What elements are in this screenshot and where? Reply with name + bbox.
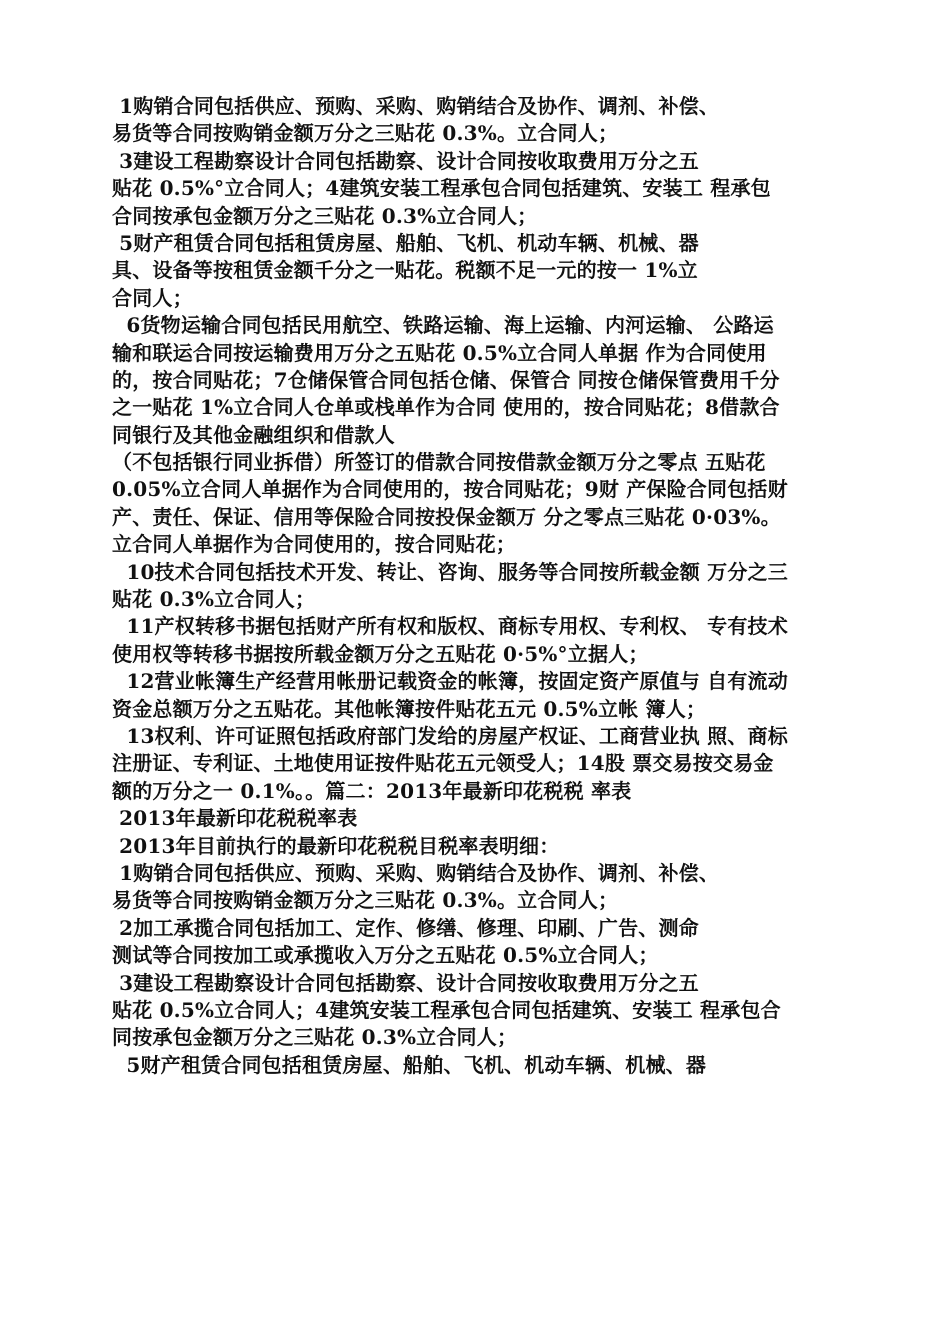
text-line: 2加工承揽合同包括加工、定作、修缮、修理、印刷、广告、测命: [112, 915, 699, 940]
text-line: 6货物运输合同包括民用航空、铁路运输、海上运输、内河运输、 公路运: [112, 313, 774, 338]
text-line: 同银行及其他金融组织和借款人: [112, 422, 395, 447]
text-line: 13权利、许可证照包括政府部门发给的房屋产权证、工商营业执 照、商标: [112, 723, 788, 748]
text-line: 易货等合同按购销金额万分之三贴花 0.3%。立合同人；: [112, 888, 619, 913]
text-line: 具、设备等按租赁金额千分之一贴花。税额不足一元的按一 1%立: [112, 258, 698, 283]
document-body-text: [112, 93, 872, 1079]
text-line: 2013年目前执行的最新印花税税目税率表明细：: [112, 833, 560, 858]
text-line: 产、责任、保证、信用等保险合同按投保金额万 分之零点三贴花 0·03%。: [112, 504, 781, 529]
text-line: 5财产租赁合同包括租赁房屋、船舶、飞机、机动车辆、机械、器: [112, 1052, 707, 1077]
text-line: 同按承包金额万分之三贴花 0.3%立合同人；: [112, 1025, 518, 1050]
text-line: 资金总额万分之五贴花。其他帐簿按件贴花五元 0.5%立帐 簿人；: [112, 696, 707, 721]
text-line: 之一贴花 1%立合同人仓单或栈单作为合同 使用的，按合同贴花；8借款合: [112, 395, 780, 420]
text-line: 贴花 0.3%立合同人；: [112, 587, 316, 612]
text-line: 立合同人单据作为合同使用的，按合同贴花；: [112, 532, 516, 557]
text-line: 1购销合同包括供应、预购、采购、购销结合及协作、调剂、补偿、: [112, 860, 720, 885]
text-line: 1购销合同包括供应、预购、采购、购销结合及协作、调剂、补偿、: [112, 94, 720, 118]
text-line: 输和联运合同按运输费用万分之五贴花 0.5%立合同人单据 作为合同使用: [112, 340, 767, 365]
text-line: 使用权等转移书据按所载金额万分之五贴花 0·5%°立据人；: [112, 641, 649, 666]
text-line: 注册证、专利证、土地使用证按件贴花五元领受人；14股 票交易按交易金: [112, 751, 774, 776]
text-line: 贴花 0.5%°立合同人；4建筑安装工程承包合同包括建筑、安装工 程承包: [112, 176, 771, 201]
text-line: 合同人；: [112, 285, 193, 310]
text-line: 12营业帐簿生产经营用帐册记载资金的帐簿，按固定资产原值与 自有流动: [112, 669, 788, 694]
text-line: 测试等合同按加工或承揽收入万分之五贴花 0.5%立合同人；: [112, 943, 659, 968]
text-line: 易货等合同按购销金额万分之三贴花 0.3%。立合同人；: [112, 121, 619, 146]
text-line: 5财产租赁合同包括租赁房屋、船舶、飞机、机动车辆、机械、器: [112, 230, 699, 255]
text-line: 合同按承包金额万分之三贴花 0.3%立合同人；: [112, 203, 538, 228]
text-line: 11产权转移书据包括财产所有权和版权、商标专用权、专利权、 专有技术: [112, 614, 788, 639]
text-line: 2013年最新印花税税率表: [112, 806, 358, 831]
text-line: 10技术合同包括技术开发、转让、咨询、服务等合同按所载金额 万分之三: [112, 559, 788, 584]
text-line: 的，按合同贴花；7仓储保管合同包括仓储、保管合 同按仓储保管费用千分: [112, 367, 780, 392]
text-line: 3建设工程勘察设计合同包括勘察、设计合同按收取费用万分之五: [112, 970, 699, 995]
text-line: 3建设工程勘察设计合同包括勘察、设计合同按收取费用万分之五: [112, 148, 699, 173]
text-line: 额的万分之一 0.1%。。篇二：2013年最新印花税税 率表: [112, 778, 632, 803]
text-line: 贴花 0.5%立合同人；4建筑安装工程承包合同包括建筑、安装工 程承包合: [112, 997, 781, 1022]
text-line: （不包括银行同业拆借）所签订的借款合同按借款金额万分之零点 五贴花: [112, 450, 766, 475]
text-line: 0.05%立合同人单据作为合同使用的，按合同贴花；9财 产保险合同包括财: [112, 477, 788, 502]
